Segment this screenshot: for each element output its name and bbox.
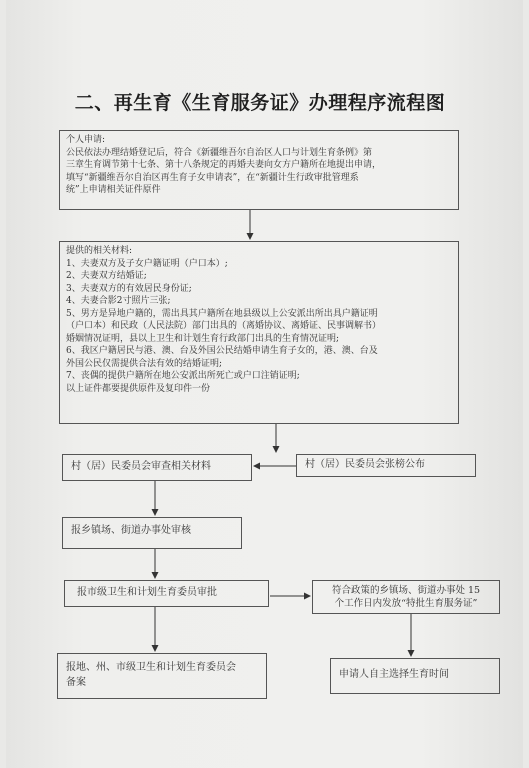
page-title: 二、再生育《生育服务证》办理程序流程图 [74,92,446,114]
materials-item: 6、我区户籍居民与港、澳、台及外国公民结婚申请生育子女的，港、澳、台及 [66,346,378,356]
public-notice-label: 村（居）民委员会张榜公布 [305,459,425,470]
apply-line: 公民依法办理结婚登记后，符合《新疆维吾尔自治区人口与计划生育条例》第 [66,147,373,158]
materials-item: （户口本）和民政（人民法院）部门出具的（离婚协议、离婚证、民事调解书） [66,321,382,331]
city-approval-label: 报市级卫生和计划生育委员审批 [77,587,217,598]
apply-line: 三章生育调节第十七条、第十八条规定的再婚夫妻向女方户籍所在地提出申请， [66,160,382,170]
materials-item: 1、夫妻双方及子女户籍证明（户口本）; [66,258,228,269]
prefecture-filing-line: 报地、州、市级卫生和计划生育委员会 [66,662,236,673]
apply-heading: 个人申请: [66,135,106,145]
materials-heading: 提供的相关材料: [66,246,133,256]
materials-item: 5、男方是异地户籍的，需出具其户籍所在地县级以上公安派出所出具户籍证明 [66,308,378,319]
apply-line: 填写“新疆维吾尔自治区再生育子女申请表”，在“新疆计生行政审批管理系 [66,172,359,183]
materials-item: 婚姻情况证明，县以上卫生和计划生育行政部门出具的生育情况证明; [66,333,340,344]
certificate-issue-line: 个工作日内发放“特批生育服务证” [334,598,478,609]
certificate-issue-line: 符合政策的乡镇场、街道办事处 15 [331,585,481,596]
materials-item: 外国公民仅需提供合法有效的结婚证明; [66,358,223,369]
materials-item: 3、夫妻双方的有效居民身份证; [66,283,192,294]
materials-item: 4、夫妻合影2寸照片三张; [66,296,171,306]
materials-item: 以上证件都要提供原件及复印件一份 [66,383,211,394]
materials-item: 2、夫妻双方结婚证; [66,271,147,281]
choose-birth-time-label: 申请人自主选择生育时间 [339,669,449,680]
committee-review-label: 村（居）民委员会审查相关材料 [71,461,211,472]
materials-item: 7、丧偶的提供户籍所在地公安派出所死亡或户口注销证明; [66,371,300,381]
township-review-label: 报乡镇场、街道办事处审核 [71,525,191,536]
prefecture-filing-line: 备案 [66,677,86,688]
apply-line: 统”上申请相关证件原件 [66,185,161,195]
